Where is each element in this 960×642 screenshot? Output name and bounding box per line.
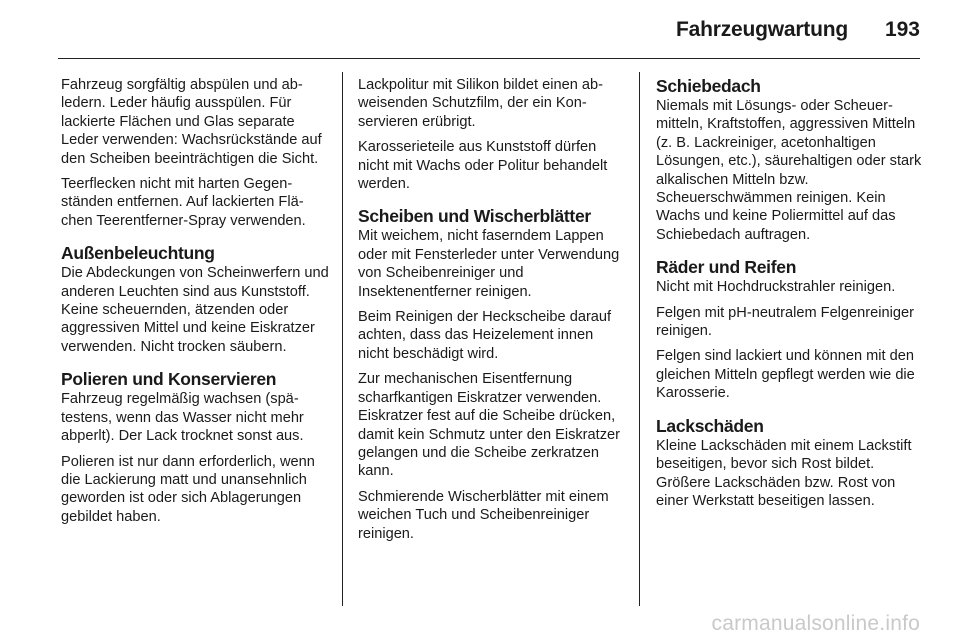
- column-2: [358, 76, 624, 550]
- body-paragraph: Die Abdeckungen von Scheinwerfern und anderen Leuchten sind aus Kunststoff. Keine scheuernden, ätzenden oder aggressiven Mittel und keine Eiskratzer verwenden. Nicht trocken säubern.: [61, 265, 329, 355]
- column-3: [656, 76, 924, 517]
- body-paragraph: Niemals mit Lösungs- oder Scheuermitteln, Kraftstoffen, aggressiven Mitteln (z. B. Lackreiniger, acetonhaltigen Lösungen, etc.), säurehaltigen oder stark alkalischen Mitteln bzw. Scheuerschwämmen reinigen. Kein Wachs und keine Poliermittel auf das Schiebedach auftragen.: [656, 98, 922, 243]
- watermark-text: carmanualsonline.info: [711, 612, 920, 635]
- body-paragraph: Nicht mit Hochdruckstrahler reinigen.: [656, 279, 896, 296]
- section-heading: Schiebedach: [656, 76, 761, 96]
- body-paragraph: Zur mechanischen Eisentfernung scharfkantigen Eiskratzer verwenden. Eiskratzer fest auf die Scheibe drücken, damit kein Schmutz unter den Eiskratzer gelangen und die Scheibe zerkratzen kann.: [358, 371, 620, 480]
- section-heading: Polieren und Konservieren: [61, 369, 277, 390]
- chapter-title: Fahrzeugwartung: [675, 18, 848, 41]
- section-heading: Außenbeleuchtung: [61, 243, 215, 264]
- body-paragraph: Fahrzeug sorgfältig abspülen und abledern. Leder häufig ausspülen. Für lackierte Flächen und Glas separate Leder verwenden: Wachsrückstände auf den Scheiben beeinträchtigen die Sicht.: [61, 77, 322, 167]
- section-heading: Räder und Reifen: [656, 257, 797, 278]
- header-rule: [58, 58, 920, 59]
- body-paragraph: Lackpolitur mit Silikon bildet einen abweisenden Schutzfilm, der ein Konservieren erübrigt.: [358, 77, 603, 130]
- body-paragraph: Fahrzeug regelmäßig wachsen (spätestens, wenn das Wasser nicht mehr abperlt). Der Lack trocknet sonst aus.: [61, 391, 304, 445]
- body-paragraph: Beim Reinigen der Heckscheibe darauf achten, dass das Heizelement innen nicht beschädigt wird.: [358, 309, 612, 362]
- column-divider-2: [639, 72, 640, 606]
- body-paragraph: Polieren ist nur dann erforderlich, wenn die Lackierung matt und unansehnlich geworden ist oder sich Ablagerungen gebildet haben.: [61, 453, 315, 525]
- body-paragraph: Teerflecken nicht mit harten Gegenständen entfernen. Auf lackierten Flächen Teerentferner-Spray verwenden.: [61, 176, 306, 229]
- page-number: 193: [884, 18, 920, 41]
- column-divider-1: [342, 72, 343, 606]
- body-paragraph: Schmierende Wischerblätter mit einem weichen Tuch und Scheibenreiniger reinigen.: [358, 488, 609, 542]
- body-paragraph: Kleine Lackschäden mit einem Lackstift beseitigen, bevor sich Rost bildet. Größere Lackschäden bzw. Rost von einer Werkstatt beseitigen lassen.: [656, 437, 912, 509]
- section-heading: Lackschäden: [656, 415, 764, 436]
- page-header: [0, 0, 960, 58]
- column-1: [61, 76, 329, 533]
- body-paragraph: Mit weichem, nicht faserndem Lappen oder mit Fensterleder unter Verwendung von Scheibenreiniger und Insektenentferner reinigen.: [358, 228, 620, 300]
- body-paragraph: Karosserieteile aus Kunststoff dürfen nicht mit Wachs oder Politur behandelt werden.: [358, 139, 608, 193]
- body-paragraph: Felgen sind lackiert und können mit den gleichen Mitteln gepflegt werden wie die Karosserie.: [656, 348, 915, 402]
- body-paragraph: Felgen mit pH-neutralem Felgenreiniger reinigen.: [656, 304, 914, 340]
- section-heading: Scheiben und Wischerblätter: [358, 206, 591, 227]
